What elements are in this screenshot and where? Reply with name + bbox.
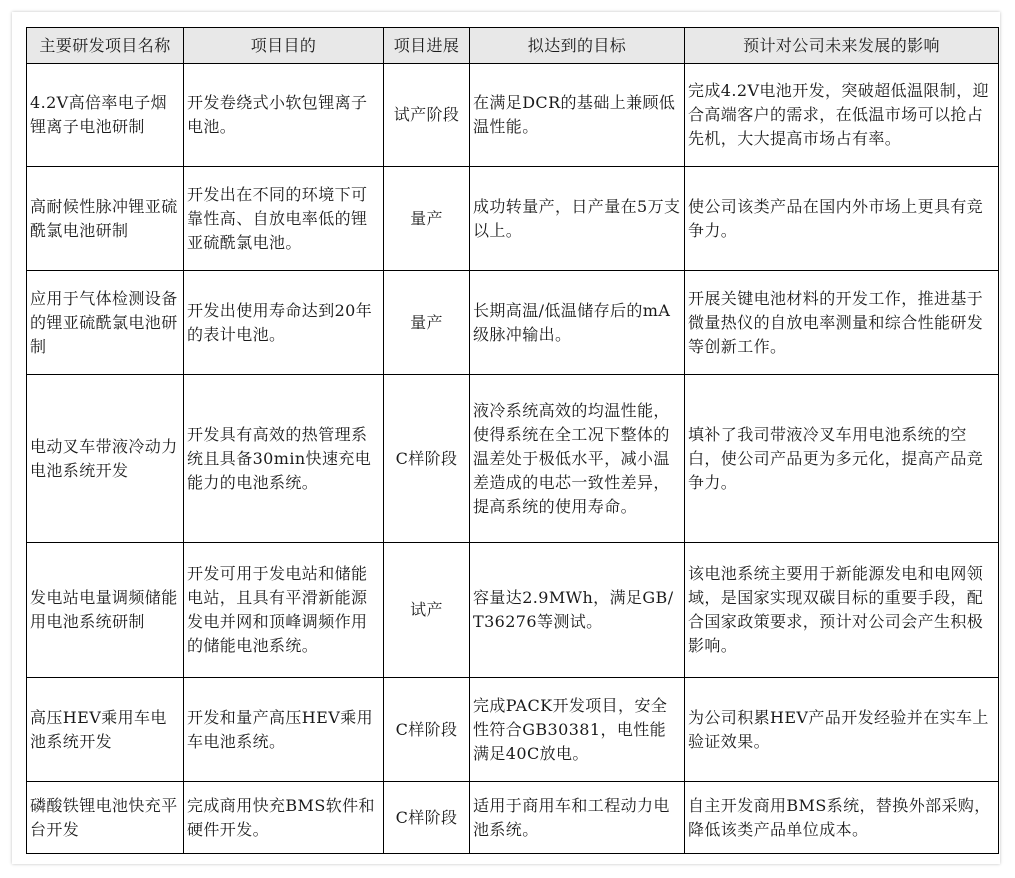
table-row <box>27 375 999 543</box>
cell-impact: 填补了我司带液冷叉车用电池系统的空白，使公司产品更为多元化，提高产品竞争力。 <box>685 375 999 543</box>
table-row <box>27 678 999 782</box>
cell-purpose: 完成商用快充BMS软件和硬件开发。 <box>184 782 384 854</box>
cell-impact: 该电池系统主要用于新能源发电和电网领域，是国家实现双碳目标的重要手段，配合国家政策要求，预计对公司会产生积极影响。 <box>685 543 999 678</box>
header-goal: 拟达到的目标 <box>470 28 685 64</box>
cell-goal: 适用于商用车和工程动力电池系统。 <box>470 782 685 854</box>
cell-purpose: 开发和量产高压HEV乘用车电池系统。 <box>184 678 384 782</box>
header-impact: 预计对公司未来发展的影响 <box>685 28 999 64</box>
cell-goal: 在满足DCR的基础上兼顾低温性能。 <box>470 64 685 167</box>
cell-project-name: 电动叉车带液冷动力电池系统开发 <box>27 375 184 543</box>
table-row <box>27 782 999 854</box>
cell-goal: 液冷系统高效的均温性能，使得系统在全工况下整体的温差处于极低水平，减小温差造成的电芯一致性差异，提高系统的使用寿命。 <box>470 375 685 543</box>
cell-progress: C样阶段 <box>384 678 470 782</box>
cell-project-name: 高耐候性脉冲锂亚硫酰氯电池研制 <box>27 167 184 271</box>
cell-progress: 试产 <box>384 543 470 678</box>
cell-impact: 完成4.2V电池开发，突破超低温限制，迎合高端客户的需求，在低温市场可以抢占先机，大大提高市场占有率。 <box>685 64 999 167</box>
table-row <box>27 543 999 678</box>
cell-project-name: 应用于气体检测设备的锂亚硫酰氯电池研制 <box>27 271 184 375</box>
cell-project-name: 4.2V高倍率电子烟锂离子电池研制 <box>27 64 184 167</box>
cell-project-name: 磷酸铁锂电池快充平台开发 <box>27 782 184 854</box>
cell-purpose: 开发卷绕式小软包锂离子电池。 <box>184 64 384 167</box>
table-header-row <box>27 28 999 64</box>
cell-purpose: 开发可用于发电站和储能电站，且具有平滑新能源发电并网和顶峰调频作用的储能电池系统。 <box>184 543 384 678</box>
header-purpose: 项目目的 <box>184 28 384 64</box>
cell-impact: 为公司积累HEV产品开发经验并在实车上验证效果。 <box>685 678 999 782</box>
rd-projects-table <box>26 27 999 854</box>
cell-progress: C样阶段 <box>384 782 470 854</box>
cell-purpose: 开发出在不同的环境下可靠性高、自放电率低的锂亚硫酰氯电池。 <box>184 167 384 271</box>
cell-purpose: 开发出使用寿命达到20年的表计电池。 <box>184 271 384 375</box>
cell-goal: 长期高温/低温储存后的mA级脉冲输出。 <box>470 271 685 375</box>
cell-goal: 容量达2.9MWh，满足GB/T36276等测试。 <box>470 543 685 678</box>
cell-goal: 完成PACK开发项目，安全性符合GB30381，电性能满足40C放电。 <box>470 678 685 782</box>
cell-project-name: 发电站电量调频储能用电池系统研制 <box>27 543 184 678</box>
header-progress: 项目进展 <box>384 28 470 64</box>
table-row <box>27 64 999 167</box>
header-project-name: 主要研发项目名称 <box>27 28 184 64</box>
cell-project-name: 高压HEV乘用车电池系统开发 <box>27 678 184 782</box>
table-row <box>27 167 999 271</box>
cell-purpose: 开发具有高效的热管理系统且具备30min快速充电能力的电池系统。 <box>184 375 384 543</box>
cell-progress: C样阶段 <box>384 375 470 543</box>
cell-progress: 量产 <box>384 167 470 271</box>
cell-impact: 自主开发商用BMS系统，替换外部采购，降低该类产品单位成本。 <box>685 782 999 854</box>
table-row <box>27 271 999 375</box>
cell-progress: 试产阶段 <box>384 64 470 167</box>
document-frame <box>12 12 1000 864</box>
cell-goal: 成功转量产，日产量在5万支以上。 <box>470 167 685 271</box>
cell-impact: 使公司该类产品在国内外市场上更具有竞争力。 <box>685 167 999 271</box>
cell-progress: 量产 <box>384 271 470 375</box>
cell-impact: 开展关键电池材料的开发工作，推进基于微量热仪的自放电率测量和综合性能研发等创新工作。 <box>685 271 999 375</box>
